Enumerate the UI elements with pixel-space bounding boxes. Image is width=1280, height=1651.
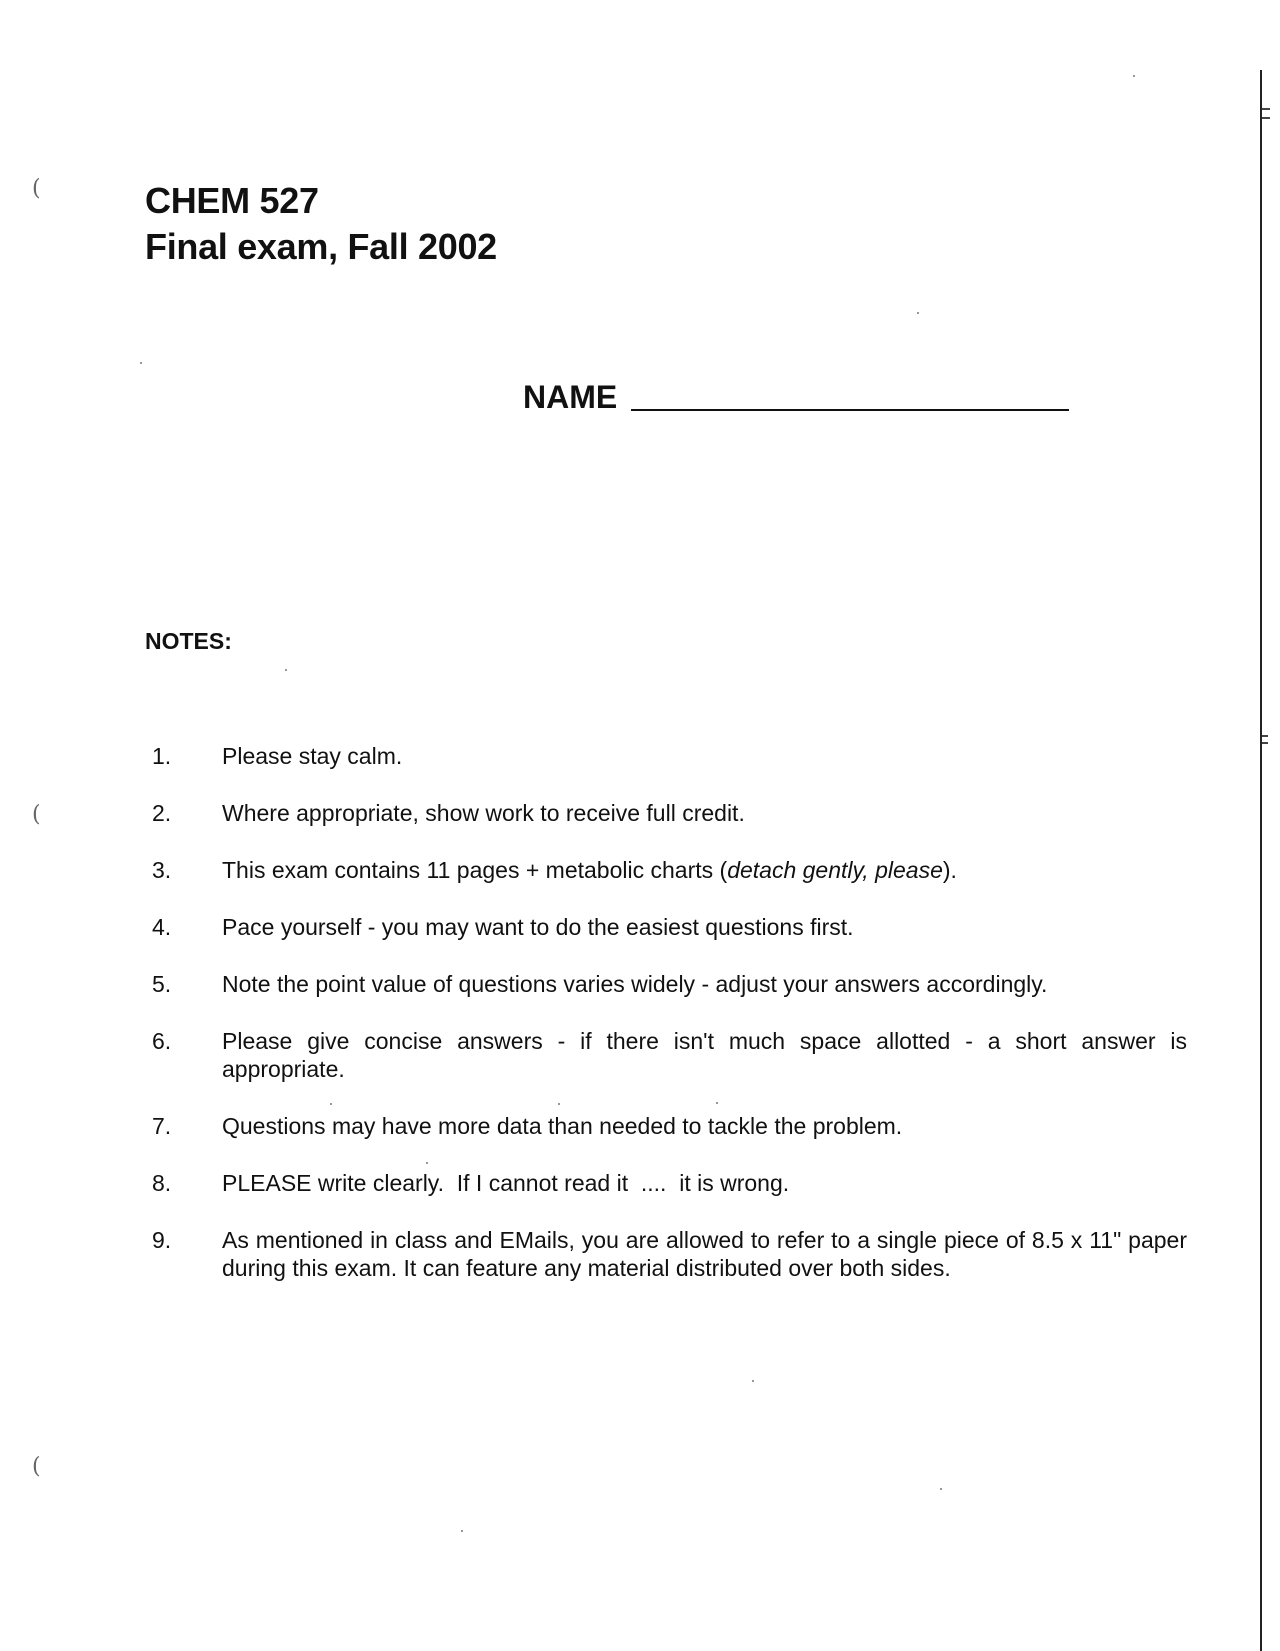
note-item bbox=[152, 1226, 1187, 1282]
scan-speck bbox=[716, 1102, 718, 1104]
scan-edge-tick bbox=[1262, 108, 1270, 110]
note-text-part: ). bbox=[942, 857, 957, 883]
notes-list bbox=[152, 742, 1187, 1311]
scan-speck bbox=[330, 1103, 332, 1105]
note-item bbox=[152, 742, 1187, 770]
scan-speck bbox=[285, 669, 287, 671]
note-text: Please give concise answers - if there isn't much space allotted - a short answer is appropriate. bbox=[222, 1028, 1187, 1082]
note-number: 9. bbox=[152, 1227, 172, 1253]
scan-speck bbox=[940, 1488, 942, 1490]
scan-speck bbox=[140, 362, 142, 364]
note-item bbox=[152, 1027, 1187, 1083]
note-item bbox=[152, 1112, 1187, 1140]
note-number: 7. bbox=[152, 1113, 172, 1139]
scan-edge-tick bbox=[1262, 117, 1270, 119]
scan-edge-tick bbox=[1262, 735, 1268, 737]
note-text-italic: detach gently, please bbox=[727, 857, 943, 883]
note-number: 2. bbox=[152, 800, 172, 826]
note-number: 5. bbox=[152, 971, 172, 997]
scan-speck bbox=[558, 1103, 560, 1105]
note-number: 8. bbox=[152, 1170, 172, 1196]
note-text bbox=[222, 857, 957, 883]
note-number: 3. bbox=[152, 857, 172, 883]
note-item bbox=[152, 970, 1187, 998]
scan-speck bbox=[917, 312, 919, 314]
note-text: Questions may have more data than needed to tackle the problem. bbox=[222, 1113, 903, 1139]
note-number: 6. bbox=[152, 1028, 172, 1054]
scan-speck bbox=[1133, 75, 1135, 77]
margin-mark: ( bbox=[32, 1454, 41, 1479]
exam-subtitle: Final exam, Fall 2002 bbox=[145, 226, 497, 267]
note-item bbox=[152, 913, 1187, 941]
note-number: 1. bbox=[152, 743, 172, 769]
scan-speck bbox=[426, 1162, 428, 1164]
note-text: Please stay calm. bbox=[222, 743, 403, 769]
scan-edge-line bbox=[1260, 70, 1262, 1651]
scan-edge-tick bbox=[1262, 742, 1268, 744]
note-text: PLEASE write clearly. If I cannot read it .... it is wrong. bbox=[222, 1170, 790, 1196]
scan-speck bbox=[461, 1530, 463, 1532]
note-item bbox=[152, 856, 1187, 884]
note-item bbox=[152, 799, 1187, 827]
name-label: NAME bbox=[523, 379, 618, 415]
margin-mark: ( bbox=[32, 802, 41, 827]
note-text: Where appropriate, show work to receive full credit. bbox=[222, 800, 745, 826]
name-blank-line bbox=[631, 409, 1069, 411]
note-item bbox=[152, 1169, 1187, 1197]
note-text: As mentioned in class and EMails, you are allowed to refer to a single piece of 8.5 x 11" paper during this exam. It can feature any material distributed over both sides. bbox=[222, 1227, 1187, 1281]
margin-mark: ( bbox=[32, 176, 41, 201]
note-text: Pace yourself - you may want to do the easiest questions first. bbox=[222, 914, 854, 940]
note-number: 4. bbox=[152, 914, 172, 940]
note-text: Note the point value of questions varies widely - adjust your answers accordingly. bbox=[222, 971, 1048, 997]
exam-title-block bbox=[145, 178, 497, 270]
scan-speck bbox=[752, 1380, 754, 1382]
name-field bbox=[523, 378, 1069, 416]
course-title: CHEM 527 bbox=[145, 180, 319, 221]
notes-heading: NOTES: bbox=[145, 628, 232, 654]
note-text-part: This exam contains 11 pages + metabolic charts ( bbox=[222, 857, 728, 883]
